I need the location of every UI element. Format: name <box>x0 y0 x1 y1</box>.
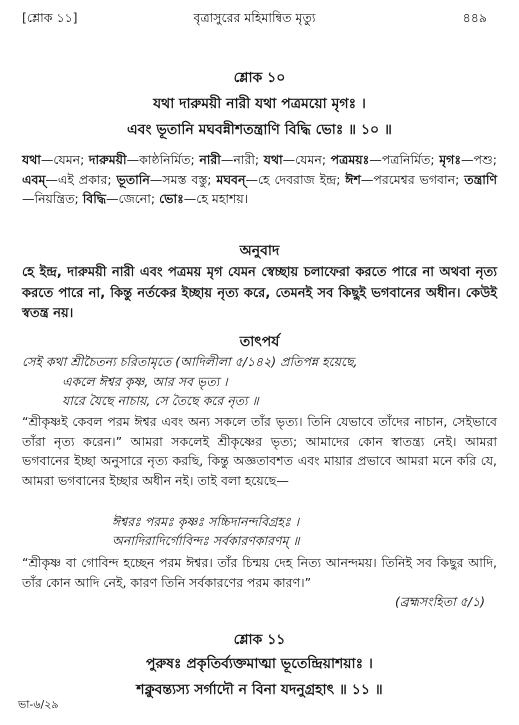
synonyms-paragraph <box>22 150 497 209</box>
synonym-word: ভূতানি <box>116 171 150 187</box>
synonym-word: নারী <box>199 152 221 167</box>
synonym-meaning: —কাষ্ঠনির্মিত; <box>126 152 200 167</box>
synonym-word: তন্ত্রাণি <box>464 171 498 187</box>
translation-heading: অনুবাদ <box>239 243 280 259</box>
citation: (ব্রহ্মসংহিতা ৫/১) <box>395 594 485 609</box>
quote-1-line-1: একলে ঈশ্বর কৃষ্ণ, আর সব ভৃত্য । <box>62 374 228 389</box>
synonym-word: যথা <box>263 152 283 167</box>
synonym-meaning: —পত্রনির্মিত; <box>369 152 440 167</box>
purport-paragraph-2: “শ্রীকৃষ্ণ বা গোবিন্দ হচ্ছেন পরম ঈশ্বর। তাঁর চিন্ময় দেহ নিত্য আনন্দময়। তিনিই সব কিছুর আদি, তাঁর কোন আদি নেই, কারণ তিনি সর্বকারণের পরম কারণ।” <box>22 555 497 590</box>
verse-11-line-1: পুরুষঃ প্রকৃতির্ব্যক্তমাত্মা ভূতেন্দ্রিয়াশয়াঃ । <box>146 656 373 672</box>
synonym-word: বিদ্ধি <box>82 191 107 206</box>
synonym-word: এবম্ <box>22 171 46 187</box>
synonym-meaning: —জেনো; <box>106 191 160 206</box>
synonym-meaning: —যেমন; <box>282 152 331 167</box>
synonym-meaning: —নারী; <box>220 152 264 167</box>
synonym-meaning: —হে দেবরাজ ইন্দ্র; <box>245 171 346 187</box>
synonym-meaning: —যেমন; <box>40 152 89 167</box>
synonym-meaning: —এই প্রকার; <box>45 171 117 187</box>
purport-intro <box>22 352 497 372</box>
synonym-word: মৃগঃ <box>439 152 462 167</box>
running-header <box>22 10 487 28</box>
synonym-word: মঘবন্ <box>216 171 246 187</box>
synonym-meaning: —পশু; <box>461 152 497 167</box>
verse-11-heading: শ্লোক ১১ <box>233 632 286 648</box>
verse-10-line-2: এবং ভূতানি মঘবন্নীশতন্ত্রাণি বিদ্ধি ভোঃ ॥ ১০ ॥ <box>127 122 392 138</box>
quote-1-line-2: যারে যৈছে নাচায়, সে তৈছে করে নৃত্য ॥ <box>62 393 259 408</box>
verse-10-line-1: যথা দারুময়ী নারী যথা পত্রময়ো মৃগঃ । <box>153 96 366 112</box>
purport-paragraph-1: “শ্রীকৃষ্ণই কেবল পরম ঈশ্বর এবং অন্য সকলে তাঁর ভৃত্য। তিনি যেভাবে তাঁদের নাচান, সেইভাবে তাঁরা নৃত্য করেন।” আমরা সকলেই শ্রীকৃষ্ণের ভৃত্য; আমাদের কোন স্বাতন্ত্র্য নেই। আমরা ভগবানের ইচ্ছা অনুসারে নৃত্য করছি, কিন্তু অজ্ঞতাবশত এবং মায়ার প্রভাবে আমরা মনে করি যে, আমরা ভগবানের ইচ্ছার অধীন নই। তাই বলা হয়েছে— <box>22 414 497 488</box>
synonym-word: যথা <box>22 152 41 167</box>
purport-intro-text: সেই কথা শ্রীচৈতন্য চরিতামৃতে (আদিলীলা ৫/১৪২) প্রতিপন্ন হয়েছে, <box>22 354 358 369</box>
page-number: ৪৪৯ <box>462 10 487 25</box>
header-verse-ref: [শ্লোক ১১] <box>22 10 78 25</box>
verse-11-line-2: শক্নুবন্ত্যস্য সর্গাদৌ ন বিনা যদনুগ্রহাৎ ॥ ১১ ॥ <box>136 682 383 698</box>
synonym-meaning: —নিয়ন্ত্রিত; <box>22 191 83 206</box>
synonym-meaning: —সমস্ত বস্তু; <box>149 171 217 187</box>
quote-2-line-1: ঈশ্বরঃ পরমঃ কৃষ্ণঃ সচ্চিদানন্দবিগ্রহঃ । <box>112 514 300 529</box>
signature-mark: ভা-৬/২৯ <box>18 698 59 711</box>
synonym-meaning: —পরমেশ্বর ভগবান; <box>360 171 465 187</box>
verse-10-heading: শ্লোক ১০ <box>233 70 286 86</box>
quote-2-line-2: অনাদিরাদির্গোবিন্দঃ সর্বকারণকারণম্ ॥ <box>112 533 300 548</box>
purport-heading: তাৎপর্য <box>239 334 280 350</box>
synonym-word: দারুময়ী <box>88 152 127 167</box>
synonym-word: ভোঃ <box>159 191 184 206</box>
synonym-word: পত্রময়ঃ <box>330 152 370 167</box>
synonym-meaning: —হে মহাশয়। <box>183 191 249 206</box>
synonym-word: ঈশ <box>345 171 361 187</box>
translation-text: হে ইন্দ্র, দারুময়ী নারী এবং পত্রময় মৃগ যেমন স্বেচ্ছায় চলাফেরা করতে পারে না অথবা নৃত্য করতে পারে না, কিন্তু নর্তকের ইচ্ছায় নৃত্য করে, তেমনই সব কিছুই ভগবানের অধীন। কেউই স্বতন্ত্র নয়। <box>22 265 497 321</box>
header-chapter-title: বৃত্রাসুরের মহিমান্বিত মৃত্যু <box>193 10 316 25</box>
synonyms-list <box>22 152 497 206</box>
